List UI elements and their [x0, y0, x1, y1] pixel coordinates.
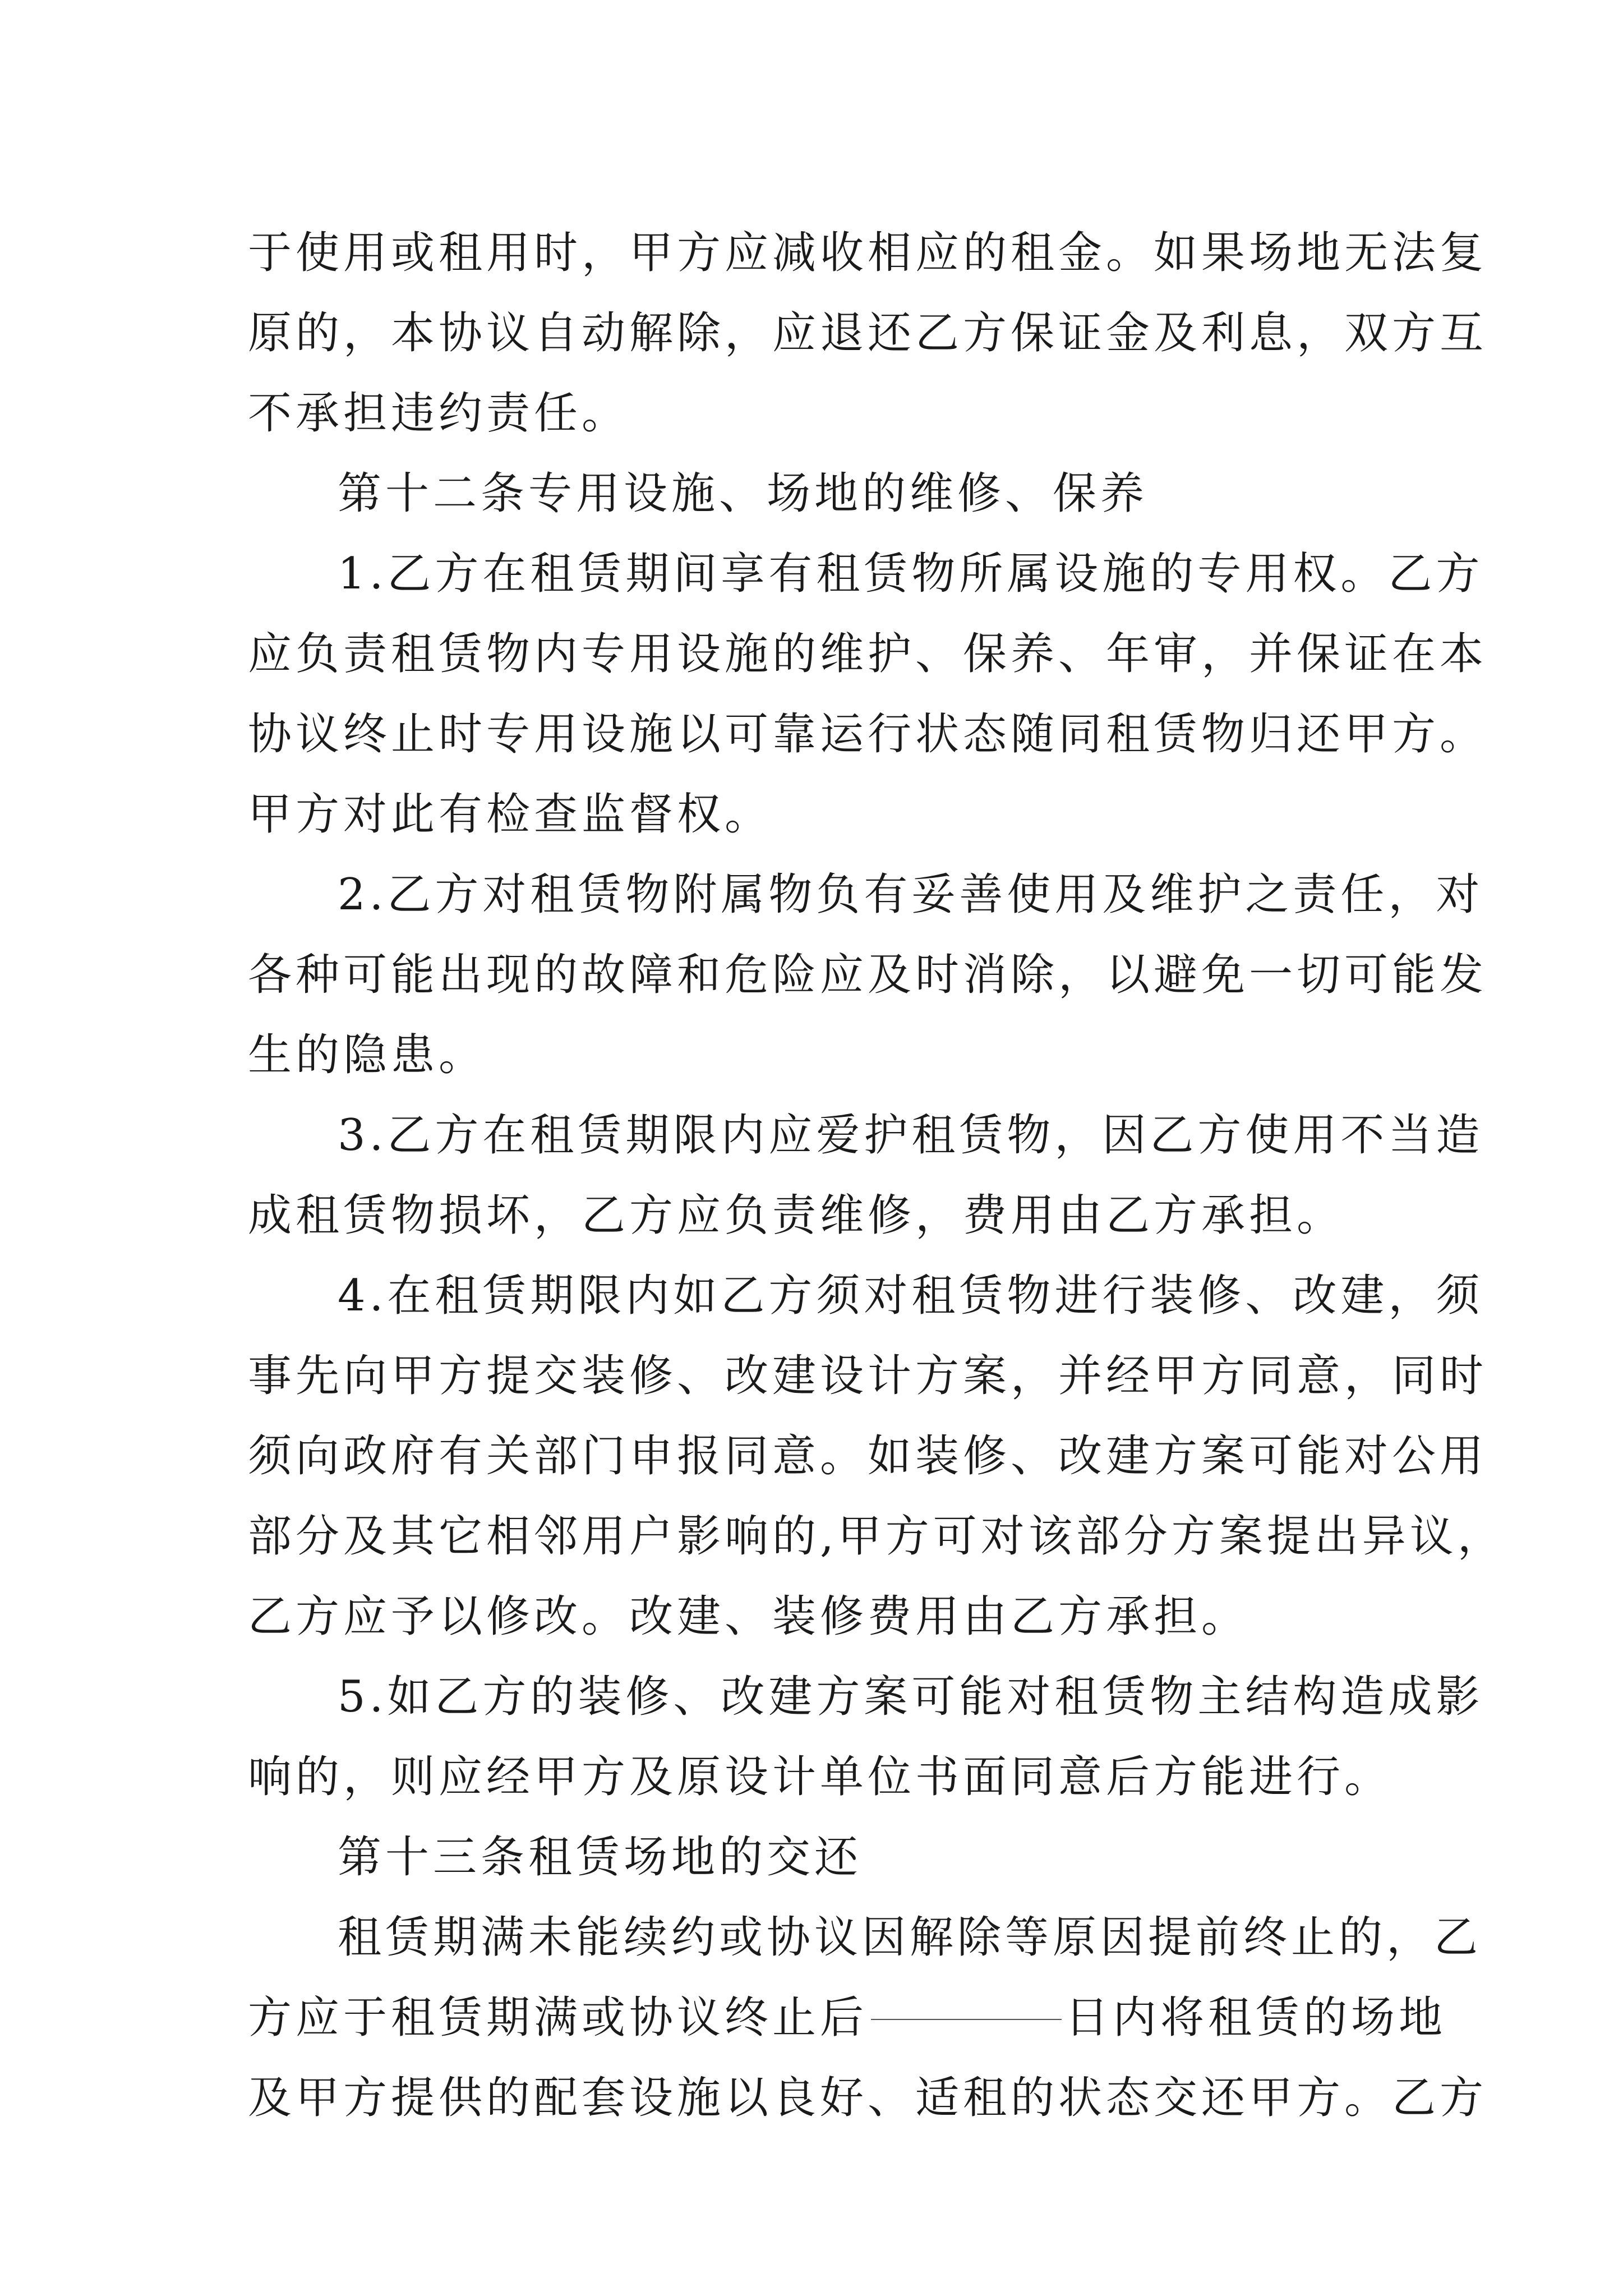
section-heading-article-12: 第十二条专用设施、场地的维修、保养	[338, 468, 1149, 519]
body-line-with-blank	[248, 1978, 1447, 2058]
body-line: 于使用或租用时，甲方应减收相应的租金。如果场地无法复	[248, 228, 1488, 278]
body-line: 生的隐患。	[248, 1030, 487, 1080]
contract-body	[248, 213, 1505, 2138]
body-line: 3.乙方在租赁期限内应爱护租赁物，因乙方使用不当造	[338, 1110, 1484, 1161]
body-line: 事先向甲方提交装修、改建设计方案，并经甲方同意，同时	[248, 1351, 1488, 1401]
body-line: 乙方应予以修改。改建、装修费用由乙方承担。	[248, 1591, 1249, 1642]
body-line: 4.在租赁期限内如乙方须对租赁物进行装修、改建，须	[338, 1271, 1484, 1321]
body-line: 各种可能出现的故障和危险应及时消除，以避免一切可能发	[248, 950, 1488, 1000]
body-line: 原的，本协议自动解除，应退还乙方保证金及利息，双方互	[248, 308, 1488, 358]
body-line: 及甲方提供的配套设施以良好、适租的状态交还甲方。乙方	[248, 2073, 1488, 2123]
line-segment: 方应于租赁期满或协议终止后	[248, 1993, 868, 2043]
body-line: 2.乙方对租赁物附属物负有妥善使用及维护之责任，对	[338, 869, 1484, 920]
body-line: 租赁期满未能续约或协议因解除等原因提前终止的，乙	[338, 1912, 1482, 1963]
body-line: 甲方对此有检查监督权。	[248, 789, 773, 840]
body-line: 部分及其它相邻用户影响的,甲方可对该部分方案提出异议，	[248, 1511, 1505, 1562]
body-line: 协议终止时专用设施以可靠运行状态随同租赁物归还甲方。	[248, 709, 1488, 760]
body-line: 响的，则应经甲方及原设计单位书面同意后方能进行。	[248, 1752, 1393, 1802]
body-line: 5.如乙方的装修、改建方案可能对租赁物主结构造成影	[338, 1672, 1484, 1722]
body-line: 1.乙方在租赁期间享有租赁物所属设施的专用权。乙方	[338, 549, 1484, 599]
body-line: 须向政府有关部门申报同意。如装修、改建方案可能对公用	[248, 1431, 1488, 1481]
body-line: 不承担违约责任。	[248, 388, 630, 439]
section-heading-article-13: 第十三条租赁场地的交还	[338, 1832, 863, 1883]
fill-in-blank	[871, 2019, 1062, 2020]
body-line: 成租赁物损坏，乙方应负责维修，费用由乙方承担。	[248, 1190, 1345, 1241]
line-segment: 日内将租赁的场地	[1065, 1993, 1447, 2043]
body-line: 应负责租赁物内专用设施的维护、保养、年审，并保证在本	[248, 629, 1488, 679]
